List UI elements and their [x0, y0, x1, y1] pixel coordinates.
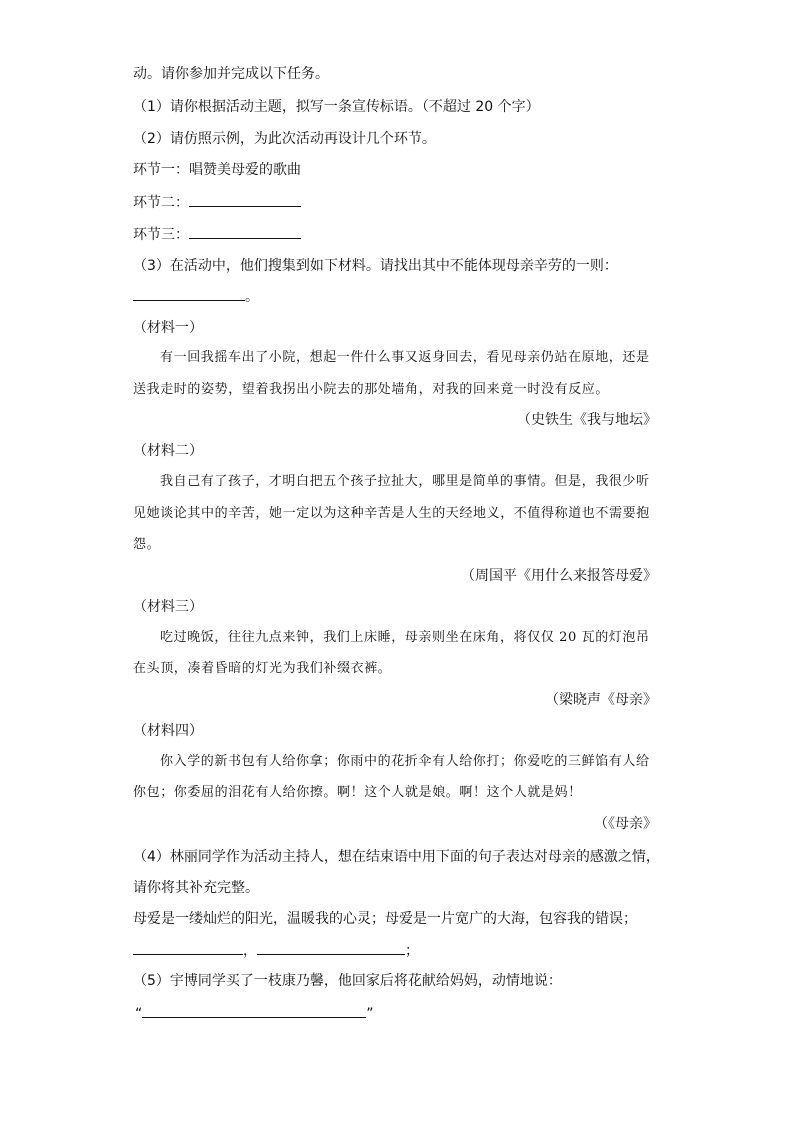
material-2-label: （材料二）: [133, 443, 203, 459]
question-5-blank[interactable]: [142, 1003, 366, 1018]
segment-2: [133, 192, 301, 213]
question-3: （3）在活动中，他们搜集到如下材料。请找出其中不能体现母亲辛劳的一则：: [133, 258, 618, 274]
material-3-source: （梁晓声《母亲》: [545, 692, 657, 708]
question-2: （2）请仿照示例，为此次活动再设计几个环节。: [133, 131, 436, 147]
intro-line: 动。请你参加并完成以下任务。: [133, 66, 329, 82]
material-2-source: （周国平《用什么来报答母爱》: [461, 568, 657, 584]
segment-3: [133, 224, 301, 245]
question-4-answer: [133, 940, 419, 961]
material-2-line-3: 怨。: [133, 537, 161, 552]
question-5-open-quote: “: [135, 1006, 143, 1022]
question-5-close-quote: ”: [366, 1006, 374, 1022]
question-4-semicolon: ；: [405, 943, 419, 959]
question-4-line-1: （4）林丽同学作为活动主持人，想在结束语中用下面的句子表达对母亲的感激之情，: [133, 849, 660, 865]
question-4-line-2: 请你将其补充完整。: [133, 880, 259, 896]
material-2-line-2: 见她谈论其中的辛苦，她一定以为这种辛苦是人生的天经地义，不值得称道也不需要抱: [133, 506, 650, 521]
segment-2-label: 环节二：: [133, 195, 189, 211]
material-1-label: （材料一）: [133, 320, 203, 336]
material-4-label: （材料四）: [133, 723, 203, 739]
question-4-sentence: 母爱是一缕灿烂的阳光，温暖我的心灵；母爱是一片宽广的大海，包容我的错误；: [133, 911, 637, 927]
material-4-line-2: 你包；你委屈的泪花有人给你擦。啊！这个人就是娘。啊！这个人就是妈！: [133, 785, 582, 800]
material-4-source: （《母亲》: [594, 816, 657, 832]
segment-1: 环节一：唱赞美母爱的歌曲: [133, 162, 301, 178]
material-1-line-1: 有一回我摇车出了小院，想起一件什么事又返身回去，看见母亲仍站在原地，还是: [160, 350, 650, 365]
segment-3-label: 环节三：: [133, 227, 189, 243]
material-4-line-1: 你入学的新书包有人给你拿；你雨中的花折伞有人给你打；你爱吃的三鲜馅有人给: [160, 754, 650, 769]
question-4-blank-1[interactable]: [133, 940, 243, 955]
question-4-comma: ，: [243, 943, 257, 959]
question-3-end: 。: [245, 289, 259, 305]
question-4-blank-2[interactable]: [257, 940, 405, 955]
question-3-answer: [133, 286, 259, 307]
material-2-line-1: 我自己有了孩子，才明白把五个孩子拉扯大，哪里是简单的事情。但是，我很少听: [160, 474, 650, 489]
segment-3-blank[interactable]: [189, 224, 301, 239]
segment-2-blank[interactable]: [189, 192, 301, 207]
question-1: （1）请你根据活动主题，拟写一条宣传标语。（不超过 20 个字）: [133, 99, 540, 115]
question-3-blank[interactable]: [133, 286, 245, 301]
material-1-line-2: 送我走时的姿势，望着我拐出小院去的那处墙角，对我的回来竟一时没有反应。: [133, 382, 610, 397]
material-3-line-2: 在头顶，凑着昏暗的灯光为我们补缀衣裤。: [133, 661, 392, 676]
material-3-line-1: 吃过晚饭，往往九点来钟，我们上床睡，母亲则坐在床角，将仅仅 20 瓦的灯泡吊: [160, 630, 650, 645]
material-1-source: （史铁生《我与地坛》: [517, 412, 657, 428]
question-5: （5）宇博同学买了一枝康乃馨，他回家后将花献给妈妈，动情地说：: [133, 973, 562, 989]
material-3-label: （材料三）: [133, 599, 203, 615]
question-5-answer: [135, 1003, 374, 1024]
